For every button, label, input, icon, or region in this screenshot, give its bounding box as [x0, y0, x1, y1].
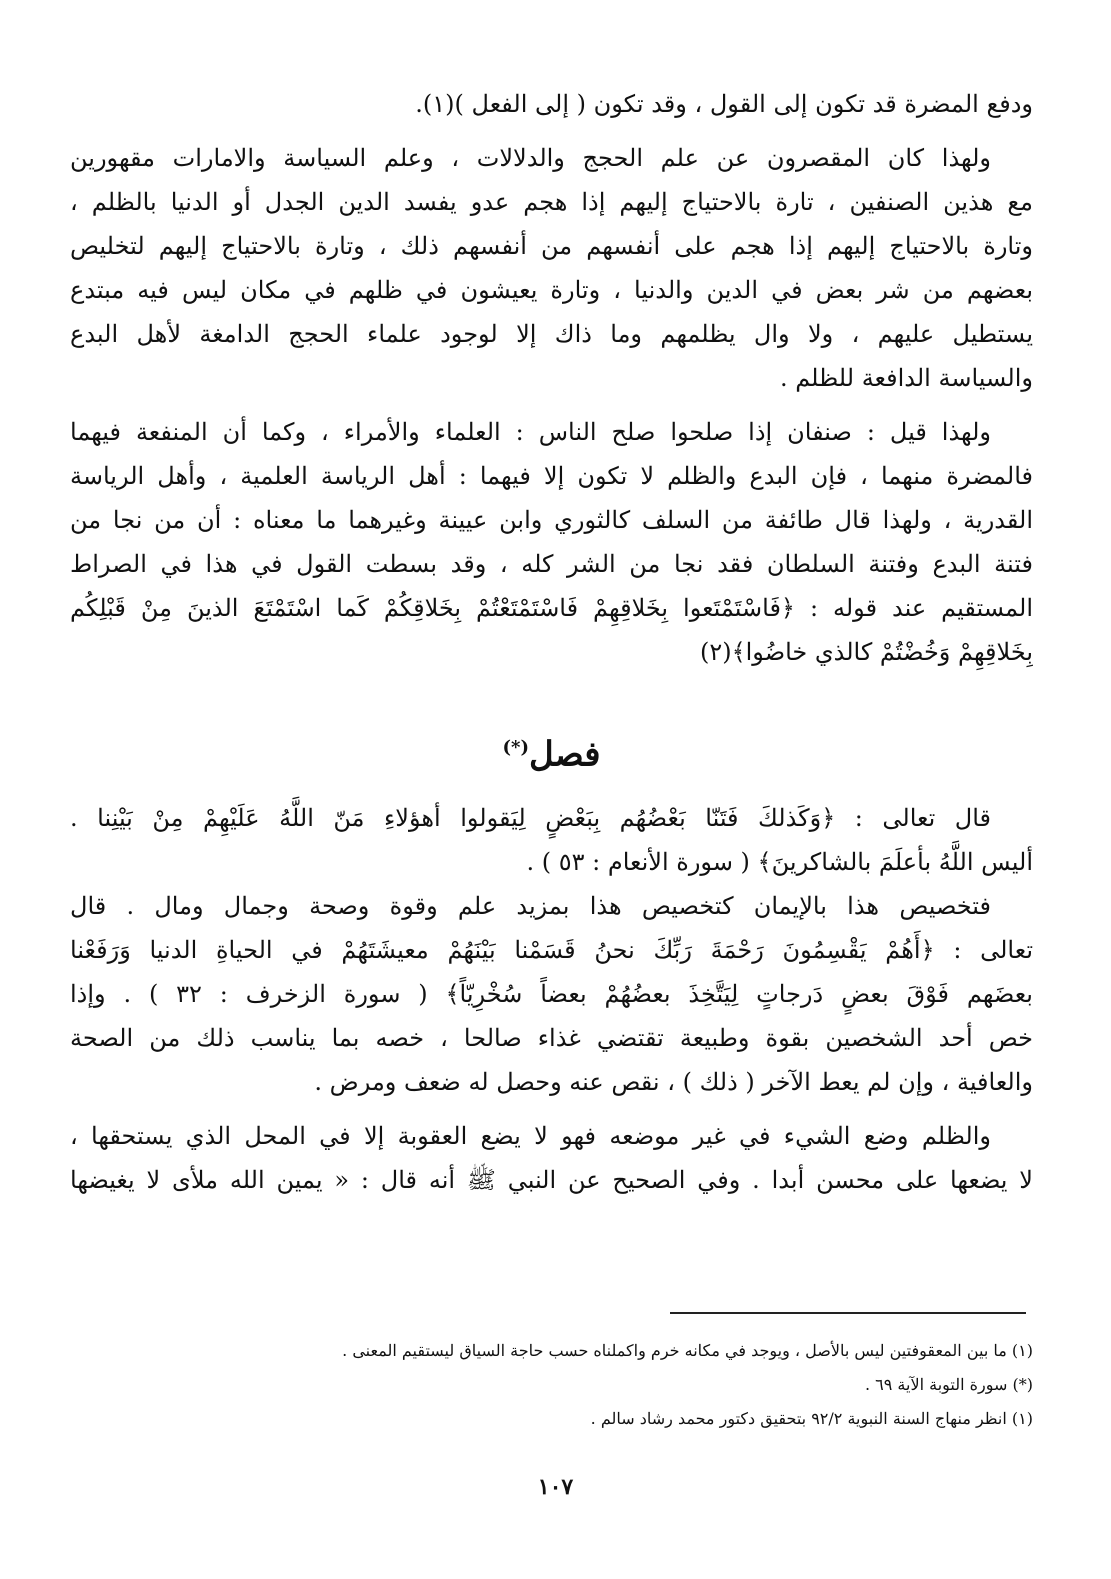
footnote-divider — [670, 1312, 1026, 1314]
text-line: ودفع المضرة قد تكون إلى القول ، وقد تكون ( إلى الفعل )(١). — [415, 90, 1033, 118]
text-line: القدرية ، ولهذا قال طائفة من السلف كالثوري وابن عيينة وغيرهما ما معناه : أن من نجا من — [70, 506, 1033, 534]
paragraph-5 — [70, 884, 1033, 1104]
text-line: خص أحد الشخصين بقوة وطبيعة تقتضي غذاء صالحا ، خصه بما يناسب ذلك من الصحة — [70, 1024, 1033, 1052]
text-line: والسياسة الدافعة للظلم . — [779, 364, 1033, 392]
text-line: فتخصيص هذا بالإيمان كتخصيص هذا بمزيد علم وقوة وصحة وجمال ومال . قال — [70, 892, 991, 920]
paragraph-3 — [70, 410, 1033, 674]
text-line: بعضَهم فَوْقَ بعضٍ دَرجاتٍ لِيَتَّخِذَ بعضُهُمْ بعضاً سُخْرِيّاً﴾ ( سورة الزخرف : ٣٢ ) . وإذا — [70, 980, 1033, 1008]
text-line: لا يضعها على محسن أبدا . وفي الصحيح عن النبي ﷺ أنه قال : « يمين الله ملأى لا يغيضها — [70, 1166, 1033, 1194]
text-line: والظلم وضع الشيء في غير موضعه فهو لا يضع العقوبة إلا في المحل الذي يستحقها ، — [70, 1122, 991, 1150]
text-line: يستطيل عليهم ، ولا وال يظلمهم وما ذاك إلا لوجود علماء الحجج الدامغة لأهل البدع — [70, 320, 1033, 348]
section-heading-mark: (*) — [502, 737, 529, 758]
paragraph-2 — [70, 136, 1033, 400]
text-line: بعضهم من شر بعض في الدين والدنيا ، وتارة يعيشون في ظلهم في مكان ليس فيه مبتدع — [70, 276, 1033, 304]
text-line: فتنة البدع وفتنة السلطان فقد نجا من الشر كله ، وقد بسطت القول في هذا في الصراط — [70, 550, 1033, 578]
paragraph-6 — [70, 1114, 1033, 1202]
section-heading — [70, 720, 1033, 776]
text-line: المستقيم عند قوله : ﴿فَاسْتَمْتَعوا بِخَلاقِهِمْ فَاسْتَمْتَعْتُمْ بِخَلاقِكُمْ كَما اسْتَمْتَعَ الذينَ مِنْ قَبْلِكُم — [70, 594, 1033, 622]
section-heading-text: فصل — [528, 734, 601, 775]
footnotes — [70, 1334, 1033, 1436]
text-line: والعافية ، وإن لم يعط الآخر ( ذلك ) ، نقص عنه وحصل له ضعف ومرض . — [314, 1068, 1033, 1096]
text-line: تعالى : ﴿أَهُمْ يَقْسِمُونَ رَحْمَةَ رَبِّكَ نحنُ قَسَمْنا بَيْنَهُمْ معيشَتَهُمْ في الحياةِ الدنيا وَرَفَعْنا — [70, 936, 1033, 964]
text-line: ولهذا كان المقصرون عن علم الحجج والدلالات ، وعلم السياسة والامارات مقهورين — [70, 144, 991, 172]
text-line: ولهذا قيل : صنفان إذا صلحوا صلح الناس : العلماء والأمراء ، وكما أن المنفعة فيهما — [70, 418, 991, 446]
footnote-1: (١) ما بين المعقوفتين ليس بالأصل ، ويوجد في مكانه خرم واكملناه حسب حاجة السياق ليستقيم المعنى . — [342, 1341, 1033, 1360]
text-line: فالمضرة منهما ، فإن البدع والظلم لا تكون إلا فيهما : أهل الرياسة العلمية ، وأهل الرياسة — [70, 462, 1033, 490]
text-line: وتارة بالاحتياج إليهم إذا هجم على أنفسهم من أنفسهم ذلك ، وتارة بالاحتياج إليهم لتخليص — [70, 232, 1033, 260]
text-line: أليس اللَّهُ بأعلَمَ بالشاكرينَ﴾ ( سورة الأنعام : ٥٣ ) . — [526, 848, 1033, 876]
text-line: بِخَلاقِهِمْ وَخُضْتُمْ كالذي خاضُوا﴾(٢) — [699, 638, 1033, 666]
paragraph-1 — [70, 82, 1033, 126]
text-line: مع هذين الصنفين ، تارة بالاحتياج إليهم إذا هجم عدو يفسد الدين الجدل أو الدنيا بالظلم ، — [70, 188, 1033, 216]
text-line: قال تعالى : ﴿وَكَذلكَ فَتَنّا بَعْضُهُم بِبَعْضٍ لِيَقولوا أهؤلاءِ مَنّ اللَّهُ عَلَيْهِمْ مِنْ بَيْنِنا . — [70, 804, 992, 832]
page-number: ١٠٧ — [537, 1474, 574, 1500]
footnote-3: (١) انظر منهاج السنة النبوية ٩٢/٢ بتحقيق دكتور محمد رشاد سالم . — [590, 1409, 1033, 1428]
paragraph-4 — [70, 796, 1033, 884]
footnote-2: (*) سورة التوبة الآية ٦٩ . — [864, 1375, 1033, 1394]
